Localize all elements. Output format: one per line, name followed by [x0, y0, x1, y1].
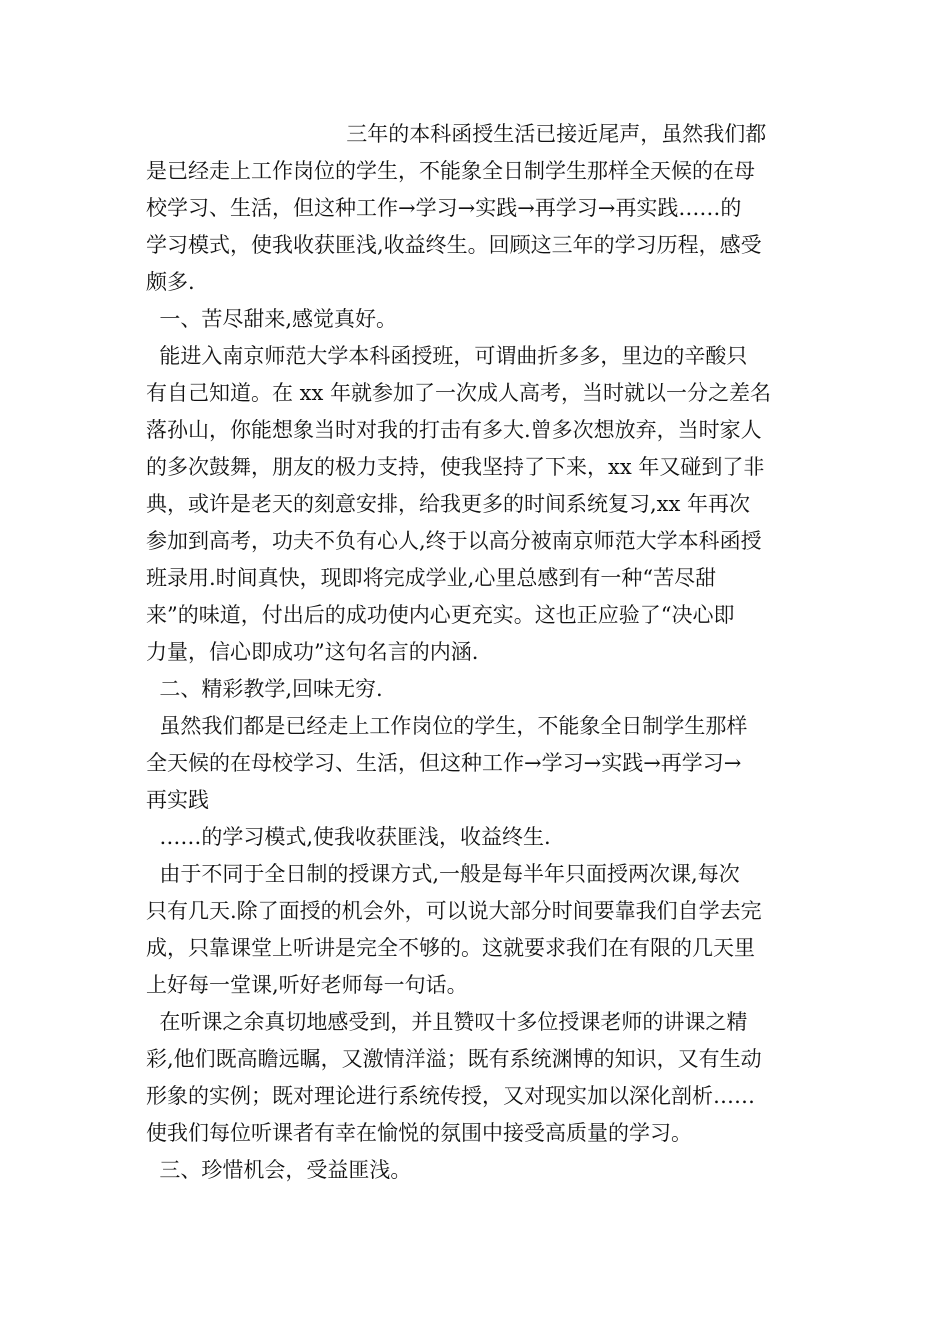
text-line: 能进入南京师范大学本科函授班，可谓曲折多多，里边的辛酸只	[146, 344, 748, 368]
text-line: 来”的味道，付出后的成功使内心更充实。这也正应验了“决心即	[146, 603, 735, 627]
text-line: 颇多.	[146, 270, 195, 294]
section-heading-1: 一、苦尽甜来,感觉真好。	[146, 307, 398, 331]
text-line: 再实践	[146, 788, 209, 812]
text-line: 形象的实例；既对理论进行系统传授，又对现实加以深化剖析……	[146, 1084, 755, 1108]
text-line: 彩,他们既高瞻远瞩，又激情洋溢；既有系统渊博的知识，又有生动	[146, 1047, 762, 1071]
text-line: 学习模式，使我收获匪浅,收益终生。回顾这三年的学习历程，感受	[146, 233, 762, 257]
text-line: 班录用.时间真快，现即将完成学业,心里总感到有一种“苦尽甜	[146, 566, 717, 590]
text-line: 力量，信心即成功”这句名言的内涵.	[146, 640, 479, 664]
text-line: 上好每一堂课,听好老师每一句话。	[146, 973, 468, 997]
text-line: 参加到高考，功夫不负有心人,终于以高分被南京师范大学本科函授	[146, 529, 762, 553]
section-heading-3: 三、珍惜机会，受益匪浅。	[146, 1158, 412, 1182]
text-line: 在听课之余真切地感受到，并且赞叹十多位授课老师的讲课之精	[146, 1010, 748, 1034]
text-line: ……的学习模式,使我收获匪浅，收益终生.	[146, 825, 551, 849]
text-line: 落孙山，你能想象当时对我的打击有多大.曾多次想放弃，当时家人	[146, 418, 762, 442]
text-line: 虽然我们都是已经走上工作岗位的学生，不能象全日制学生那样	[146, 714, 748, 738]
text-line: 全天候的在母校学习、生活，但这种工作→学习→实践→再学习→	[146, 751, 742, 775]
document-body	[146, 116, 811, 1189]
text-line: 的多次鼓舞，朋友的极力支持，使我坚持了下来，xx 年又碰到了非	[146, 455, 765, 479]
section-heading-2: 二、精彩教学,回味无穷.	[146, 677, 383, 701]
text-line: 有自己知道。在 xx 年就参加了一次成人高考，当时就以一分之差名	[146, 381, 772, 405]
text-line: 只有几天.除了面授的机会外，可以说大部分时间要靠我们自学去完	[146, 899, 762, 923]
text-line: 成，只靠课堂上听讲是完全不够的。这就要求我们在有限的几天里	[146, 936, 755, 960]
text-line: 是已经走上工作岗位的学生，不能象全日制学生那样全天候的在母	[146, 159, 755, 183]
text-line: 由于不同于全日制的授课方式,一般是每半年只面授两次课,每次	[146, 862, 740, 886]
text-line: 典，或许是老天的刻意安排，给我更多的时间系统复习,xx 年再次	[146, 492, 751, 516]
text-line: 使我们每位听课者有幸在愉悦的氛围中接受高质量的学习。	[146, 1121, 692, 1145]
text-line: 三年的本科函授生活已接近尾声，虽然我们都	[146, 122, 767, 146]
text-line: 校学习、生活，但这种工作→学习→实践→再学习→再实践……的	[146, 196, 742, 220]
